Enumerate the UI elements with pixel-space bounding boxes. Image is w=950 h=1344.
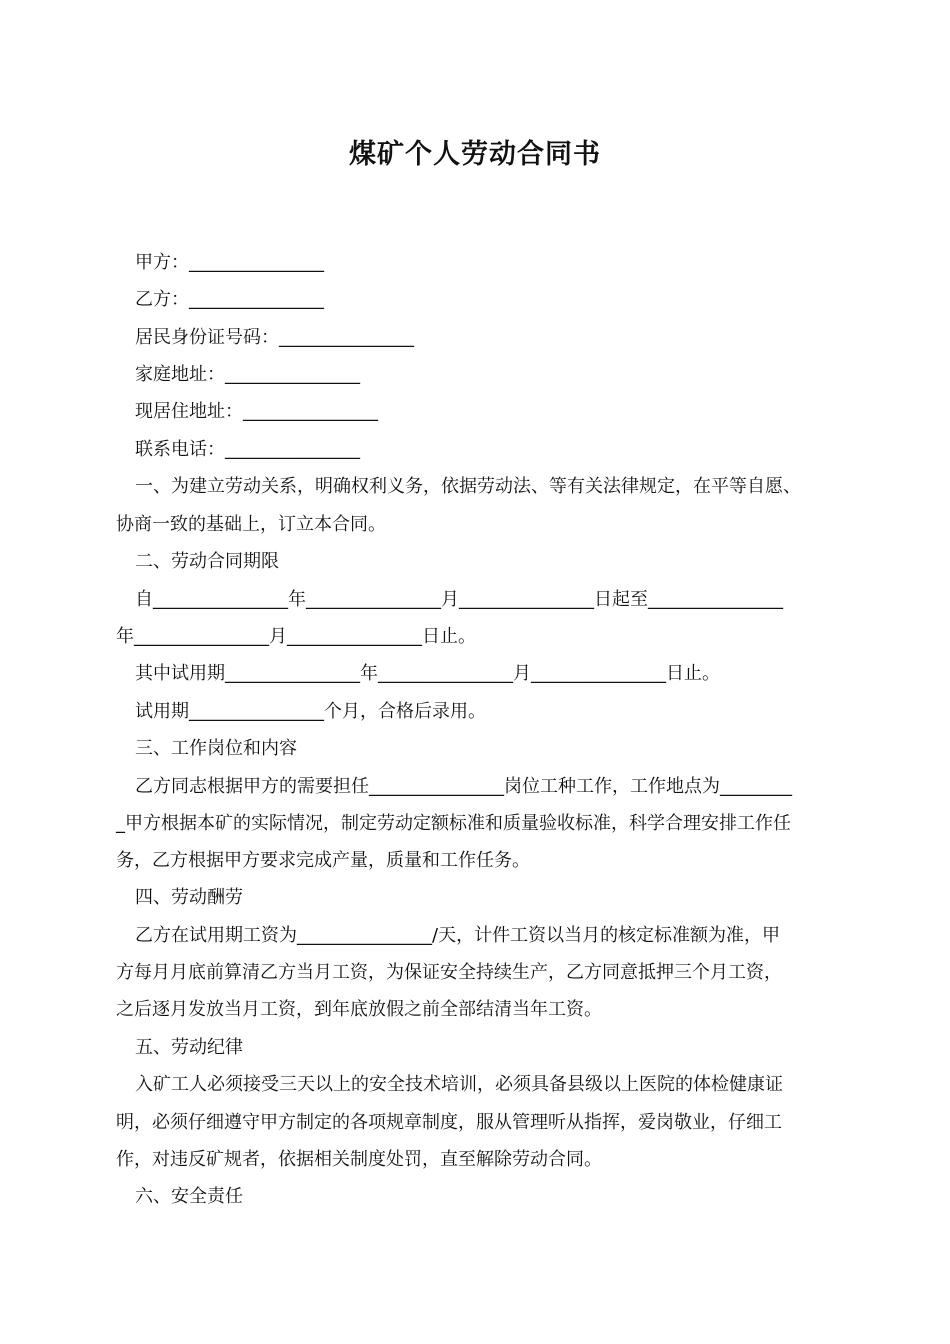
contract-term-line: 年_______________月_______________日止。 xyxy=(116,626,476,647)
section-4-text: 乙方在试用期工资为_______________/天，计件工资以当月的核定标准额为准，甲 xyxy=(135,925,781,946)
section-4-text: 之后逐月发放当月工资，到年底放假之前全部结清当年工资。 xyxy=(116,999,602,1020)
section-6-heading: 六、安全责任 xyxy=(135,1186,243,1207)
id-number-field: 居民身份证号码：_______________ xyxy=(135,327,414,348)
section-1-text: 协商一致的基础上，订立本合同。 xyxy=(116,514,386,535)
section-4-heading: 四、劳动酬劳 xyxy=(135,887,243,908)
section-5-text: 入矿工人必须接受三天以上的安全技术培训，必须具备县级以上医院的体检健康证 xyxy=(135,1074,783,1095)
section-3-heading: 三、工作岗位和内容 xyxy=(135,738,297,759)
home-address-field: 家庭地址：_______________ xyxy=(135,364,360,385)
current-address-field: 现居住地址：_______________ xyxy=(135,401,378,422)
phone-field: 联系电话：_______________ xyxy=(135,439,360,460)
section-4-text: 方每月月底前算清乙方当月工资，为保证安全持续生产，乙方同意抵押三个月工资， xyxy=(116,962,782,983)
section-5-heading: 五、劳动纪律 xyxy=(135,1037,243,1058)
party-a-field: 甲方：_______________ xyxy=(135,252,324,273)
contract-term-line: 自_______________年_______________月_______________日起至_______________ xyxy=(135,589,783,610)
section-2-heading: 二、劳动合同期限 xyxy=(135,551,279,572)
document-title: 煤矿个人劳动合同书 xyxy=(349,139,601,170)
section-3-text: _甲方根据本矿的实际情况，制定劳动定额标准和质量验收标准，科学合理安排工作任 xyxy=(116,813,791,834)
party-b-field: 乙方：_______________ xyxy=(135,289,324,310)
probation-end-line: 其中试用期_______________年_______________月_______________日止。 xyxy=(135,663,720,684)
section-3-text: 务，乙方根据甲方要求完成产量，质量和工作任务。 xyxy=(116,850,530,871)
probation-months-line: 试用期_______________个月，合格后录用。 xyxy=(135,701,486,722)
section-5-text: 作，对违反矿规者，依据相关制度处罚，直至解除劳动合同。 xyxy=(116,1149,602,1170)
section-3-text: 乙方同志根据甲方的需要担任_______________岗位工种工作，工作地点为________ xyxy=(135,776,792,797)
section-5-text: 明，必须仔细遵守甲方制定的各项规章制度，服从管理听从指挥，爱岗敬业，仔细工 xyxy=(116,1112,782,1133)
section-1-text: 一、为建立劳动关系，明确权利义务，依据劳动法、等有关法律规定，在平等自愿、 xyxy=(135,476,801,497)
